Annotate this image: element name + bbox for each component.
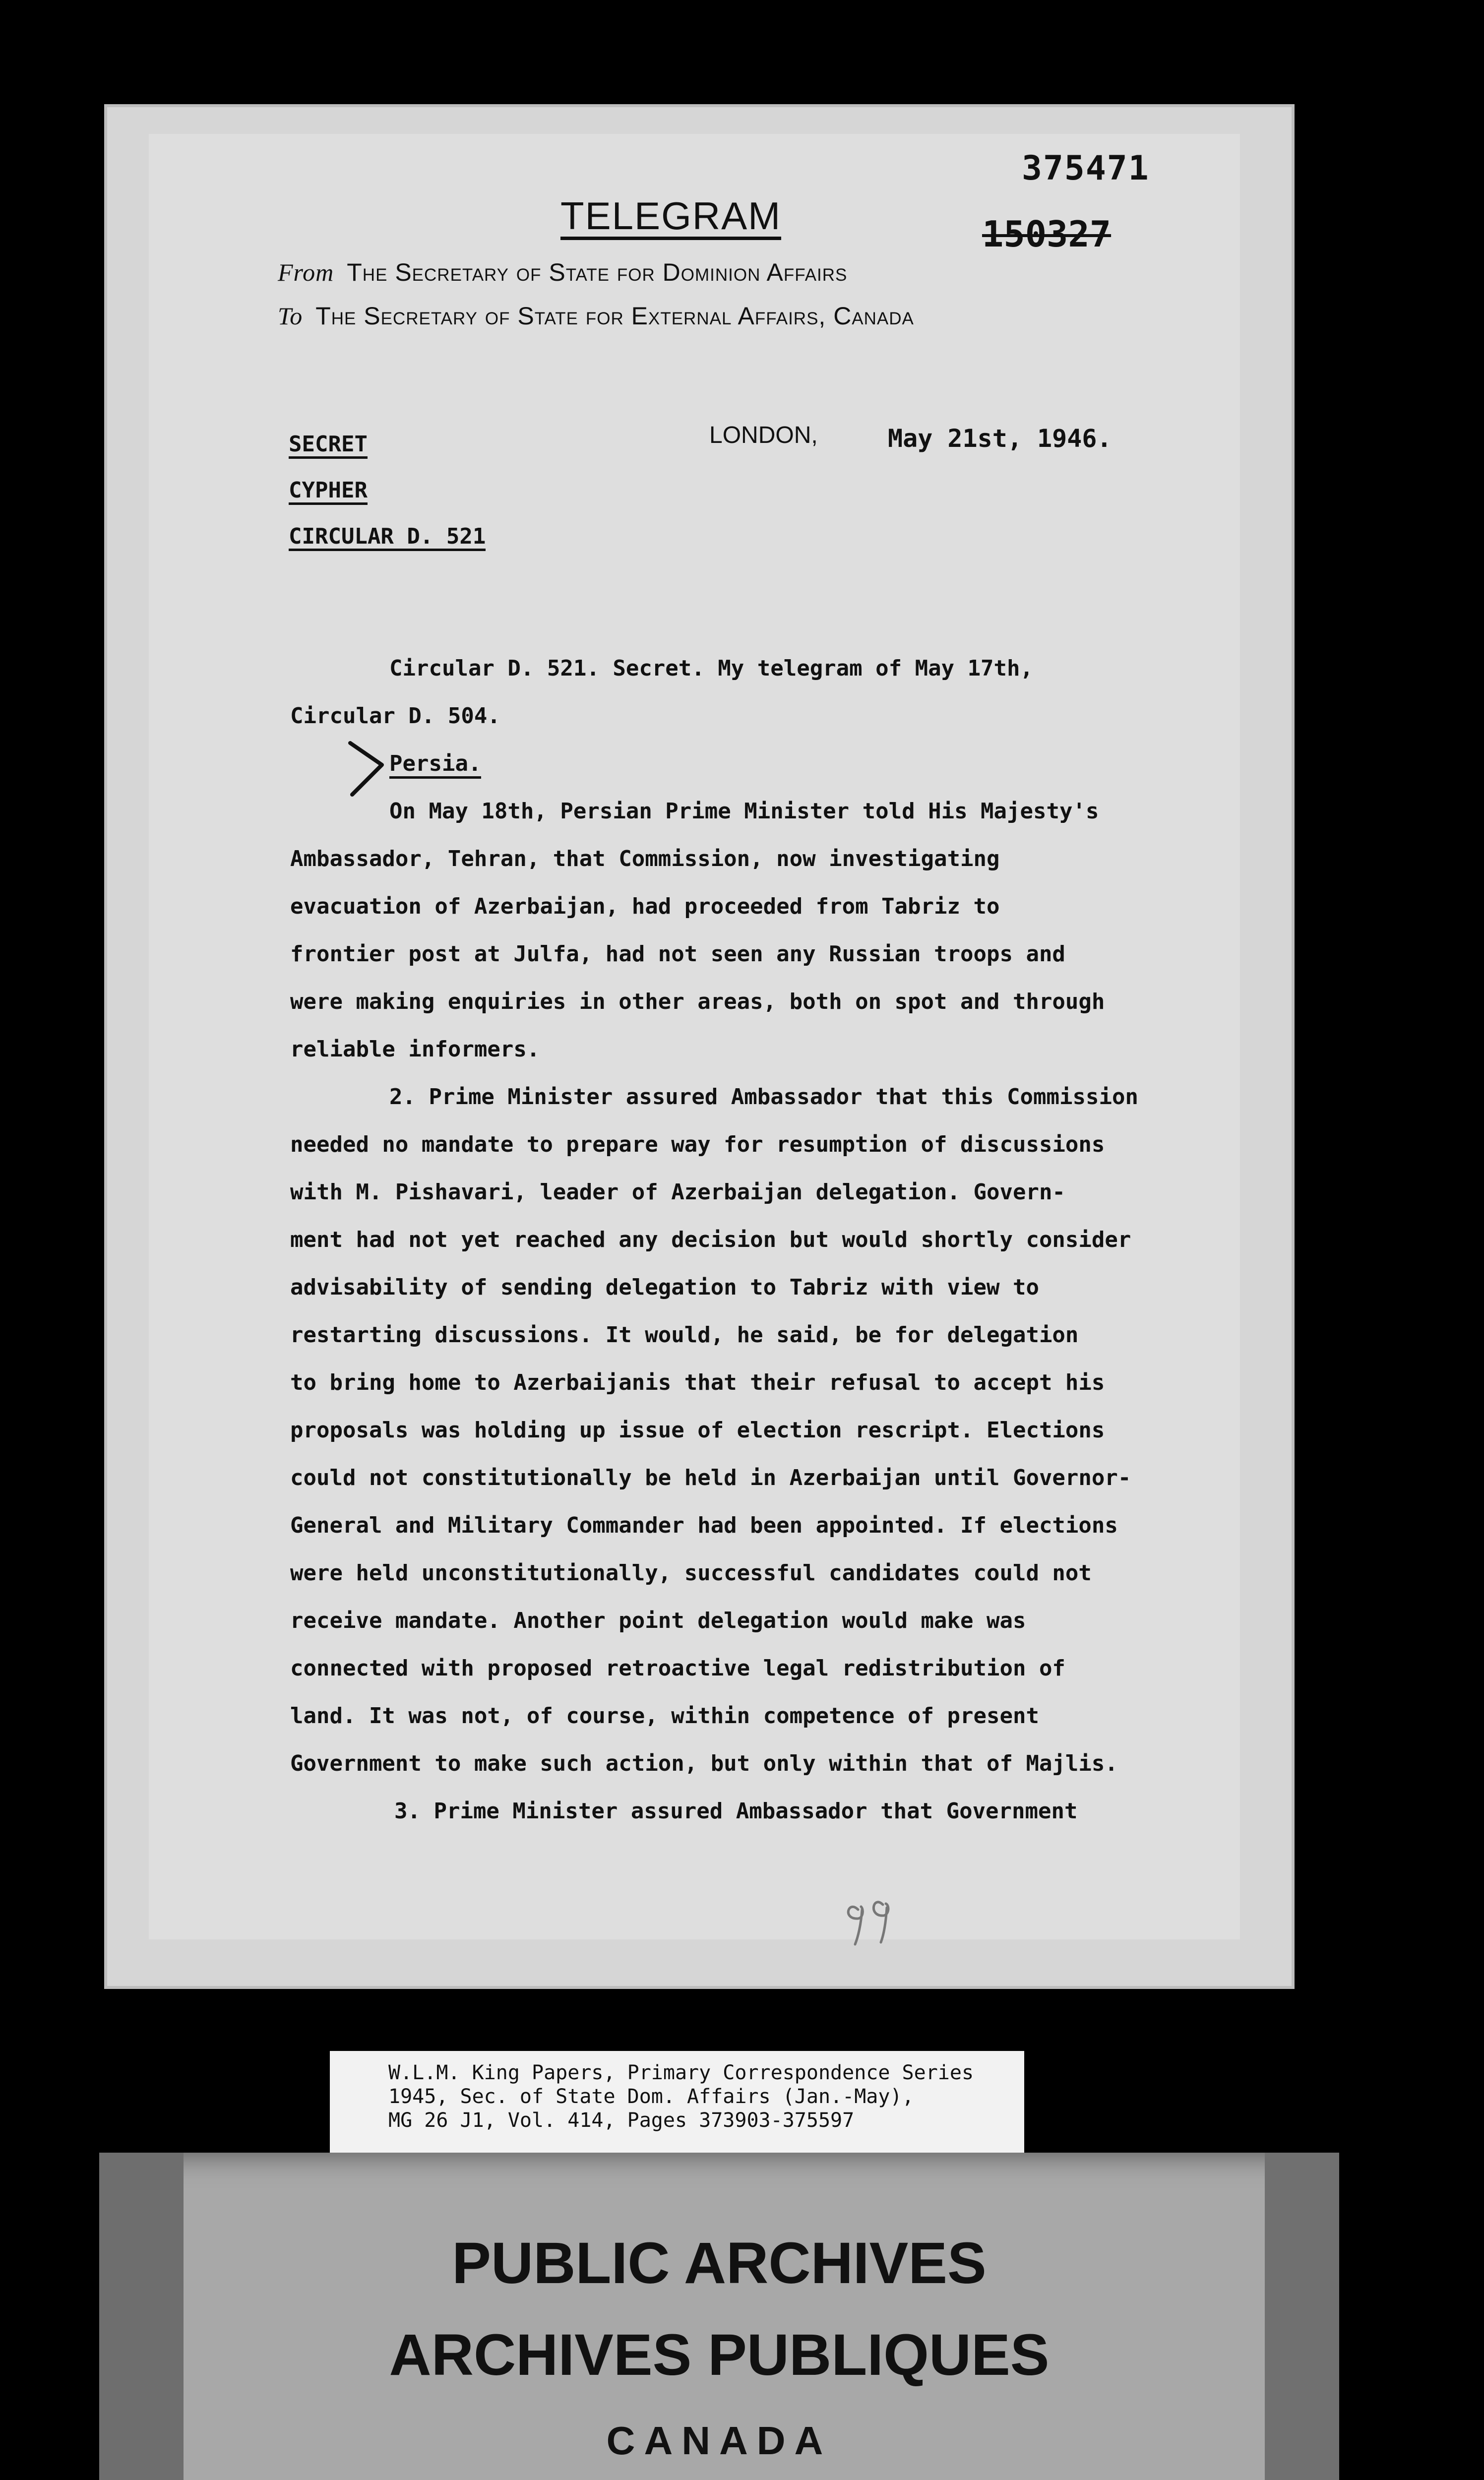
body-line: 3. Prime Minister assured Ambassador that Government bbox=[394, 1798, 1078, 1824]
body-line: with M. Pishavari, leader of Azerbaijan delegation. Govern- bbox=[290, 1179, 1065, 1205]
body-line: advisability of sending delegation to Tabriz with view to bbox=[290, 1275, 1039, 1300]
body-line: Circular D. 504. bbox=[290, 703, 500, 729]
body-line: ment had not yet reached any decision but would shortly consider bbox=[290, 1227, 1131, 1252]
from-text: The Secretary of State for Dominion Affairs bbox=[347, 258, 848, 286]
body-line: could not constitutionally be held in Azerbaijan until Governor- bbox=[290, 1465, 1131, 1490]
to-text: The Secretary of State for External Affairs, Canada bbox=[315, 302, 914, 330]
body-line-persia bbox=[290, 740, 1242, 788]
reference-number: 375471 bbox=[1022, 149, 1150, 188]
place: LONDON, bbox=[709, 422, 818, 448]
persia-heading: Persia. bbox=[389, 751, 481, 779]
body-line: Government to make such action, but only within that of Majlis. bbox=[290, 1751, 1118, 1776]
classification-cypher: CYPHER bbox=[289, 479, 368, 505]
from-line bbox=[278, 258, 847, 287]
telegram-body bbox=[290, 645, 1242, 1835]
struck-reference-number: 150327 bbox=[982, 213, 1112, 255]
body-line: connected with proposed retroactive legal redistribution of bbox=[290, 1656, 1065, 1681]
date: May 21st, 1946. bbox=[888, 424, 1112, 453]
citation-label bbox=[330, 2051, 1024, 2166]
body-line: were making enquiries in other areas, both on spot and through bbox=[290, 989, 1105, 1014]
body-line: restarting discussions. It would, he said, be for delegation bbox=[290, 1322, 1079, 1348]
to-line bbox=[278, 302, 914, 330]
from-label: From bbox=[278, 258, 334, 286]
to-label: To bbox=[278, 302, 303, 330]
classification-circular: CIRCULAR D. 521 bbox=[289, 525, 486, 551]
body-line: Ambassador, Tehran, that Commission, now investigating bbox=[290, 846, 1000, 871]
handwritten-page-number bbox=[843, 1895, 903, 1949]
body-line: to bring home to Azerbaijanis that their refusal to accept his bbox=[290, 1370, 1105, 1395]
body-line: land. It was not, of course, within competence of present bbox=[290, 1703, 1039, 1729]
telegram-title: TELEGRAM bbox=[560, 196, 781, 240]
body-line: receive mandate. Another point delegation would make was bbox=[290, 1608, 1026, 1633]
body-line: proposals was holding up issue of election rescript. Elections bbox=[290, 1418, 1105, 1443]
body-line: evacuation of Azerbaijan, had proceeded from Tabriz to bbox=[290, 894, 1000, 919]
citation-line: MG 26 J1, Vol. 414, Pages 373903-375597 bbox=[388, 2109, 855, 2132]
body-line: General and Military Commander had been appointed. If elections bbox=[290, 1513, 1118, 1538]
stamp-line-english: PUBLIC ARCHIVES bbox=[452, 2231, 987, 2296]
stamp-line-country: CANADA bbox=[606, 2418, 832, 2463]
stamp-line-french: ARCHIVES PUBLIQUES bbox=[389, 2322, 1050, 2388]
body-line: On May 18th, Persian Prime Minister told His Majesty's bbox=[389, 799, 1099, 824]
body-line: frontier post at Julfa, had not seen any Russian troops and bbox=[290, 941, 1065, 967]
handwritten-caret-mark bbox=[347, 739, 387, 799]
classification-secret: SECRET bbox=[289, 433, 368, 459]
body-line: were held unconstitutionally, successful candidates could not bbox=[290, 1560, 1092, 1586]
citation-line: W.L.M. King Papers, Primary Correspondence Series bbox=[388, 2061, 974, 2084]
body-line: reliable informers. bbox=[290, 1037, 540, 1062]
body-line: Circular D. 521. Secret. My telegram of May 17th, bbox=[389, 656, 1034, 681]
body-line: needed no mandate to prepare way for resumption of discussions bbox=[290, 1132, 1105, 1157]
body-line: 2. Prime Minister assured Ambassador that this Commission bbox=[389, 1084, 1138, 1110]
citation-line: 1945, Sec. of State Dom. Affairs (Jan.-May), bbox=[388, 2085, 914, 2108]
archives-stamp bbox=[99, 2153, 1339, 2480]
